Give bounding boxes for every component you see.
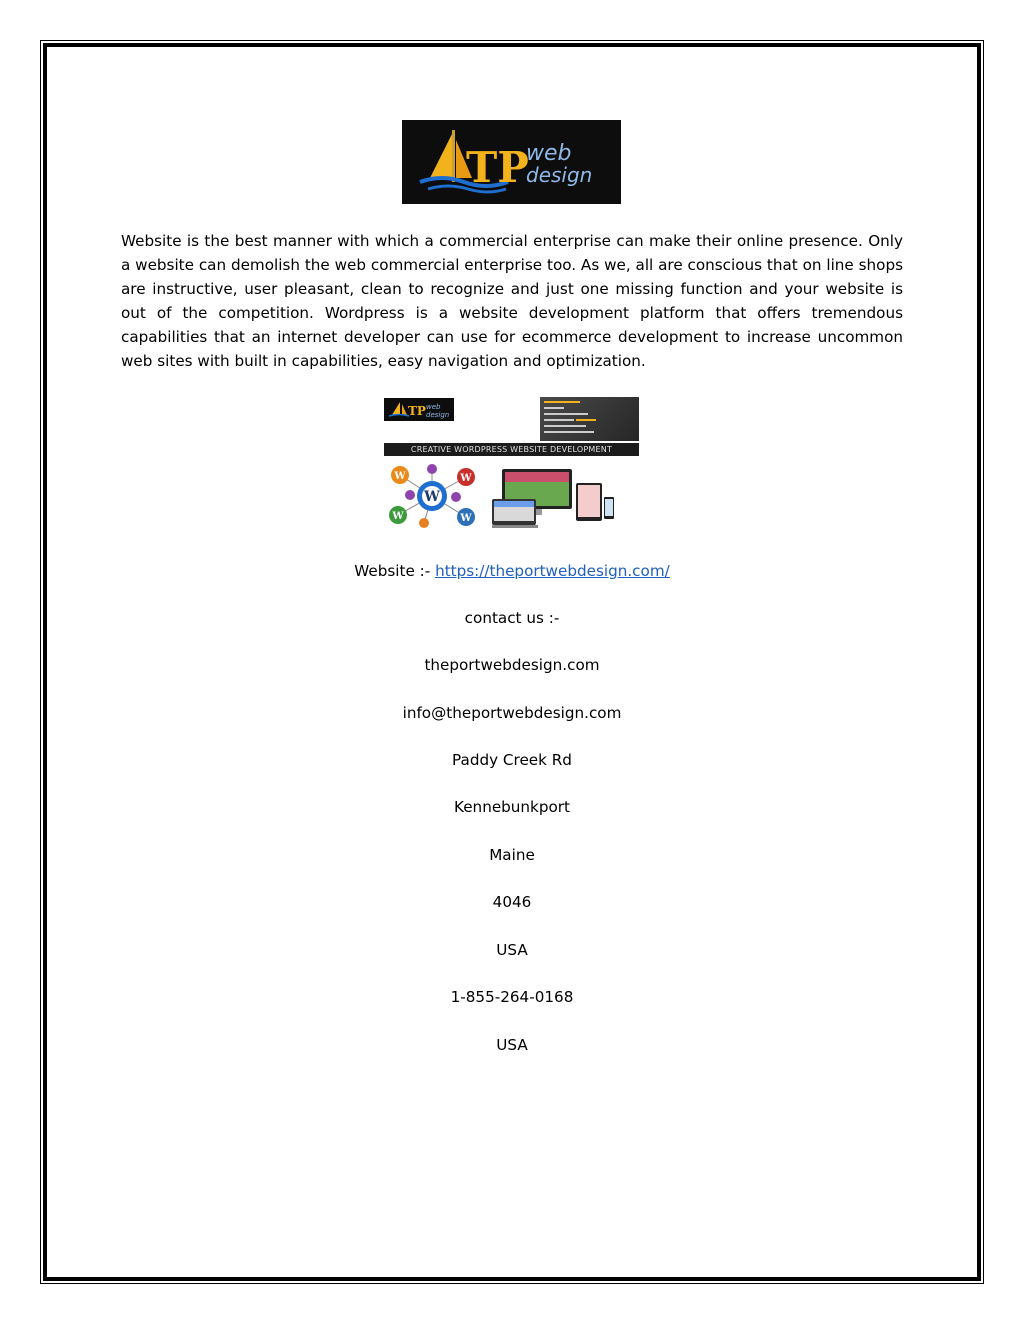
contact-city: Kennebunkport bbox=[454, 798, 570, 816]
contact-state: Maine bbox=[489, 846, 535, 864]
logo-word-design: design bbox=[526, 163, 593, 187]
contact-email: info@theportwebdesign.com bbox=[402, 704, 622, 722]
contact-street: Paddy Creek Rd bbox=[452, 751, 572, 769]
logo-word-web: web bbox=[526, 141, 572, 166]
sailboat-logo-icon bbox=[402, 120, 621, 204]
company-logo bbox=[402, 120, 621, 204]
contact-domain: theportwebdesign.com bbox=[424, 656, 600, 674]
responsive-devices-icon bbox=[492, 469, 614, 529]
svg-text:W: W bbox=[460, 473, 472, 484]
banner-headline: CREATIVE WORDPRESS WEBSITE DEVELOPMENT bbox=[384, 443, 639, 456]
sailboat-small-icon bbox=[384, 398, 454, 421]
contact-zip: 4046 bbox=[492, 893, 532, 911]
svg-text:W: W bbox=[394, 471, 406, 482]
intro-paragraph: Website is the best manner with which a commercial enterprise can make their online presence. Only a website can demolish the web commercial enterprise too. As we, all are conscious that on line shops are instructive, user pleasant, clean to recognize and just one missing function and your website is out of the competition. Wordpress is a website development platform that offers tremendous capabilities that an internet developer can use for ecommerce development to increase uncommon web sites with built in capabilities, easy navigation and optimization. bbox=[121, 232, 903, 370]
svg-text:TP: TP bbox=[408, 404, 426, 418]
logo-initials: TP bbox=[466, 143, 529, 192]
banner-contact-card bbox=[540, 397, 639, 441]
wordpress-banner-image bbox=[384, 397, 639, 531]
contact-phone: 1-855-264-0168 bbox=[450, 988, 574, 1006]
wordpress-icons-cluster-icon bbox=[384, 461, 484, 531]
contact-country-footer: USA bbox=[496, 1036, 528, 1054]
banner-logo bbox=[384, 398, 454, 421]
svg-text:W: W bbox=[392, 511, 404, 522]
website-line bbox=[0, 561, 1024, 581]
svg-text:web: web bbox=[426, 403, 441, 411]
contact-country: USA bbox=[496, 941, 528, 959]
svg-text:W: W bbox=[424, 489, 440, 505]
svg-text:design: design bbox=[426, 411, 450, 419]
website-link[interactable]: https://theportwebdesign.com/ bbox=[435, 562, 670, 580]
website-label: Website :- bbox=[354, 562, 436, 580]
svg-text:W: W bbox=[460, 513, 472, 524]
contact-heading: contact us :- bbox=[464, 609, 560, 627]
